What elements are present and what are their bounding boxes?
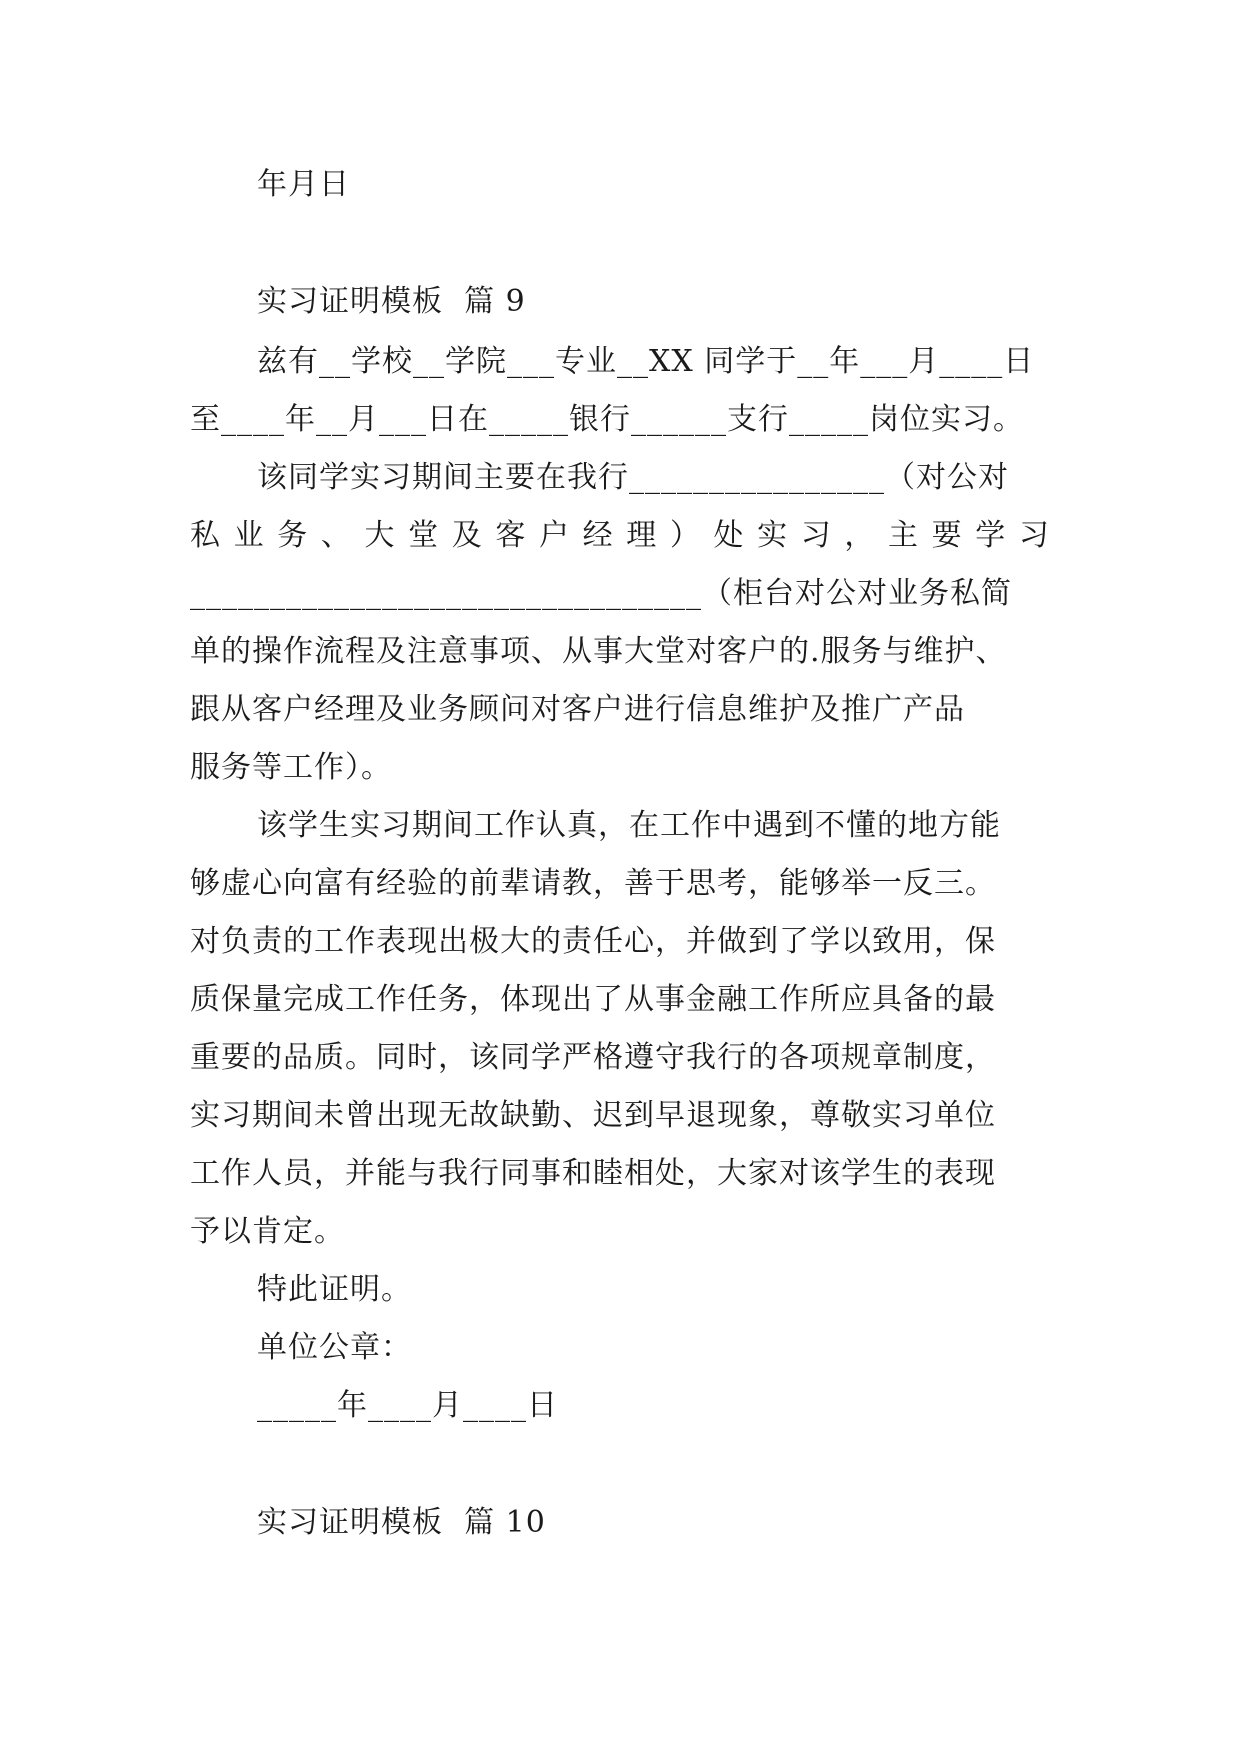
justified-char: 户 xyxy=(539,518,570,553)
justified-paragraph-line xyxy=(190,518,1050,553)
section8-date: 年月日 xyxy=(257,167,350,202)
justified-char: 经 xyxy=(582,518,614,553)
paragraph-line: 至____年__月___日在_____银行______支行_____岗位实习。 xyxy=(190,402,1024,437)
justified-char: 、 xyxy=(320,518,352,553)
justified-char: 务 xyxy=(277,518,309,553)
justified-char: 实 xyxy=(757,518,789,553)
justified-char: 客 xyxy=(495,518,527,553)
paragraph-line: 对负责的工作表现出极大的责任心，并做到了学以致用，保 xyxy=(190,924,996,959)
paragraph-line: 质保量完成工作任务，体现出了从事金融工作所应具备的最 xyxy=(190,982,996,1017)
closing-text: 特此证明。 xyxy=(257,1272,412,1307)
justified-char: 私 xyxy=(190,518,221,553)
paragraph-line: 够虚心向富有经验的前辈请教，善于思考，能够举一反三。 xyxy=(190,866,996,901)
paragraph-line: 重要的品质。同时，该同学严格遵守我行的各项规章制度， xyxy=(190,1040,996,1075)
signature-date: _____年____月____日 xyxy=(257,1388,558,1423)
section9-heading: 实习证明模板 篇 9 xyxy=(257,284,526,319)
justified-char: ） xyxy=(669,518,701,553)
justified-char: 处 xyxy=(713,518,745,553)
paragraph-line: 兹有__学校__学院___专业__XX 同学于__年___月____日 xyxy=(257,344,1035,379)
justified-char: 学 xyxy=(975,518,1007,553)
seal-label: 单位公章： xyxy=(257,1330,412,1365)
justified-char: 大 xyxy=(364,518,396,553)
justified-char: 及 xyxy=(451,518,483,553)
paragraph-line: ________________________________（柜台对公对业务私简 xyxy=(190,576,1012,611)
paragraph-line: 服务等工作）。 xyxy=(190,750,392,785)
paragraph-line: 实习期间未曾出现无故缺勤、迟到早退现象，尊敬实习单位 xyxy=(190,1098,996,1133)
justified-char: 业 xyxy=(233,518,265,553)
justified-char: 主 xyxy=(888,518,919,553)
paragraph-line: 工作人员，并能与我行同事和睦相处，大家对该学生的表现 xyxy=(190,1156,996,1191)
justified-char: 理 xyxy=(626,518,658,553)
justified-char: 要 xyxy=(931,518,963,553)
justified-char: 习 xyxy=(1018,518,1050,553)
paragraph-line: 跟从客户经理及业务顾问对客户进行信息维护及推广产品 xyxy=(190,692,965,727)
section10-heading: 实习证明模板 篇 10 xyxy=(257,1505,546,1540)
justified-char: 堂 xyxy=(408,518,440,553)
paragraph-line: 该学生实习期间工作认真，在工作中遇到不懂的地方能 xyxy=(257,808,1001,843)
paragraph-line: 单的操作流程及注意事项、从事大堂对客户的.服务与维护、 xyxy=(190,634,1007,669)
justified-char: 习 xyxy=(800,518,832,553)
paragraph-line: 该同学实习期间主要在我行________________（对公对 xyxy=(257,460,1009,495)
paragraph-line: 予以肯定。 xyxy=(190,1214,345,1249)
justified-char: ， xyxy=(844,518,876,553)
